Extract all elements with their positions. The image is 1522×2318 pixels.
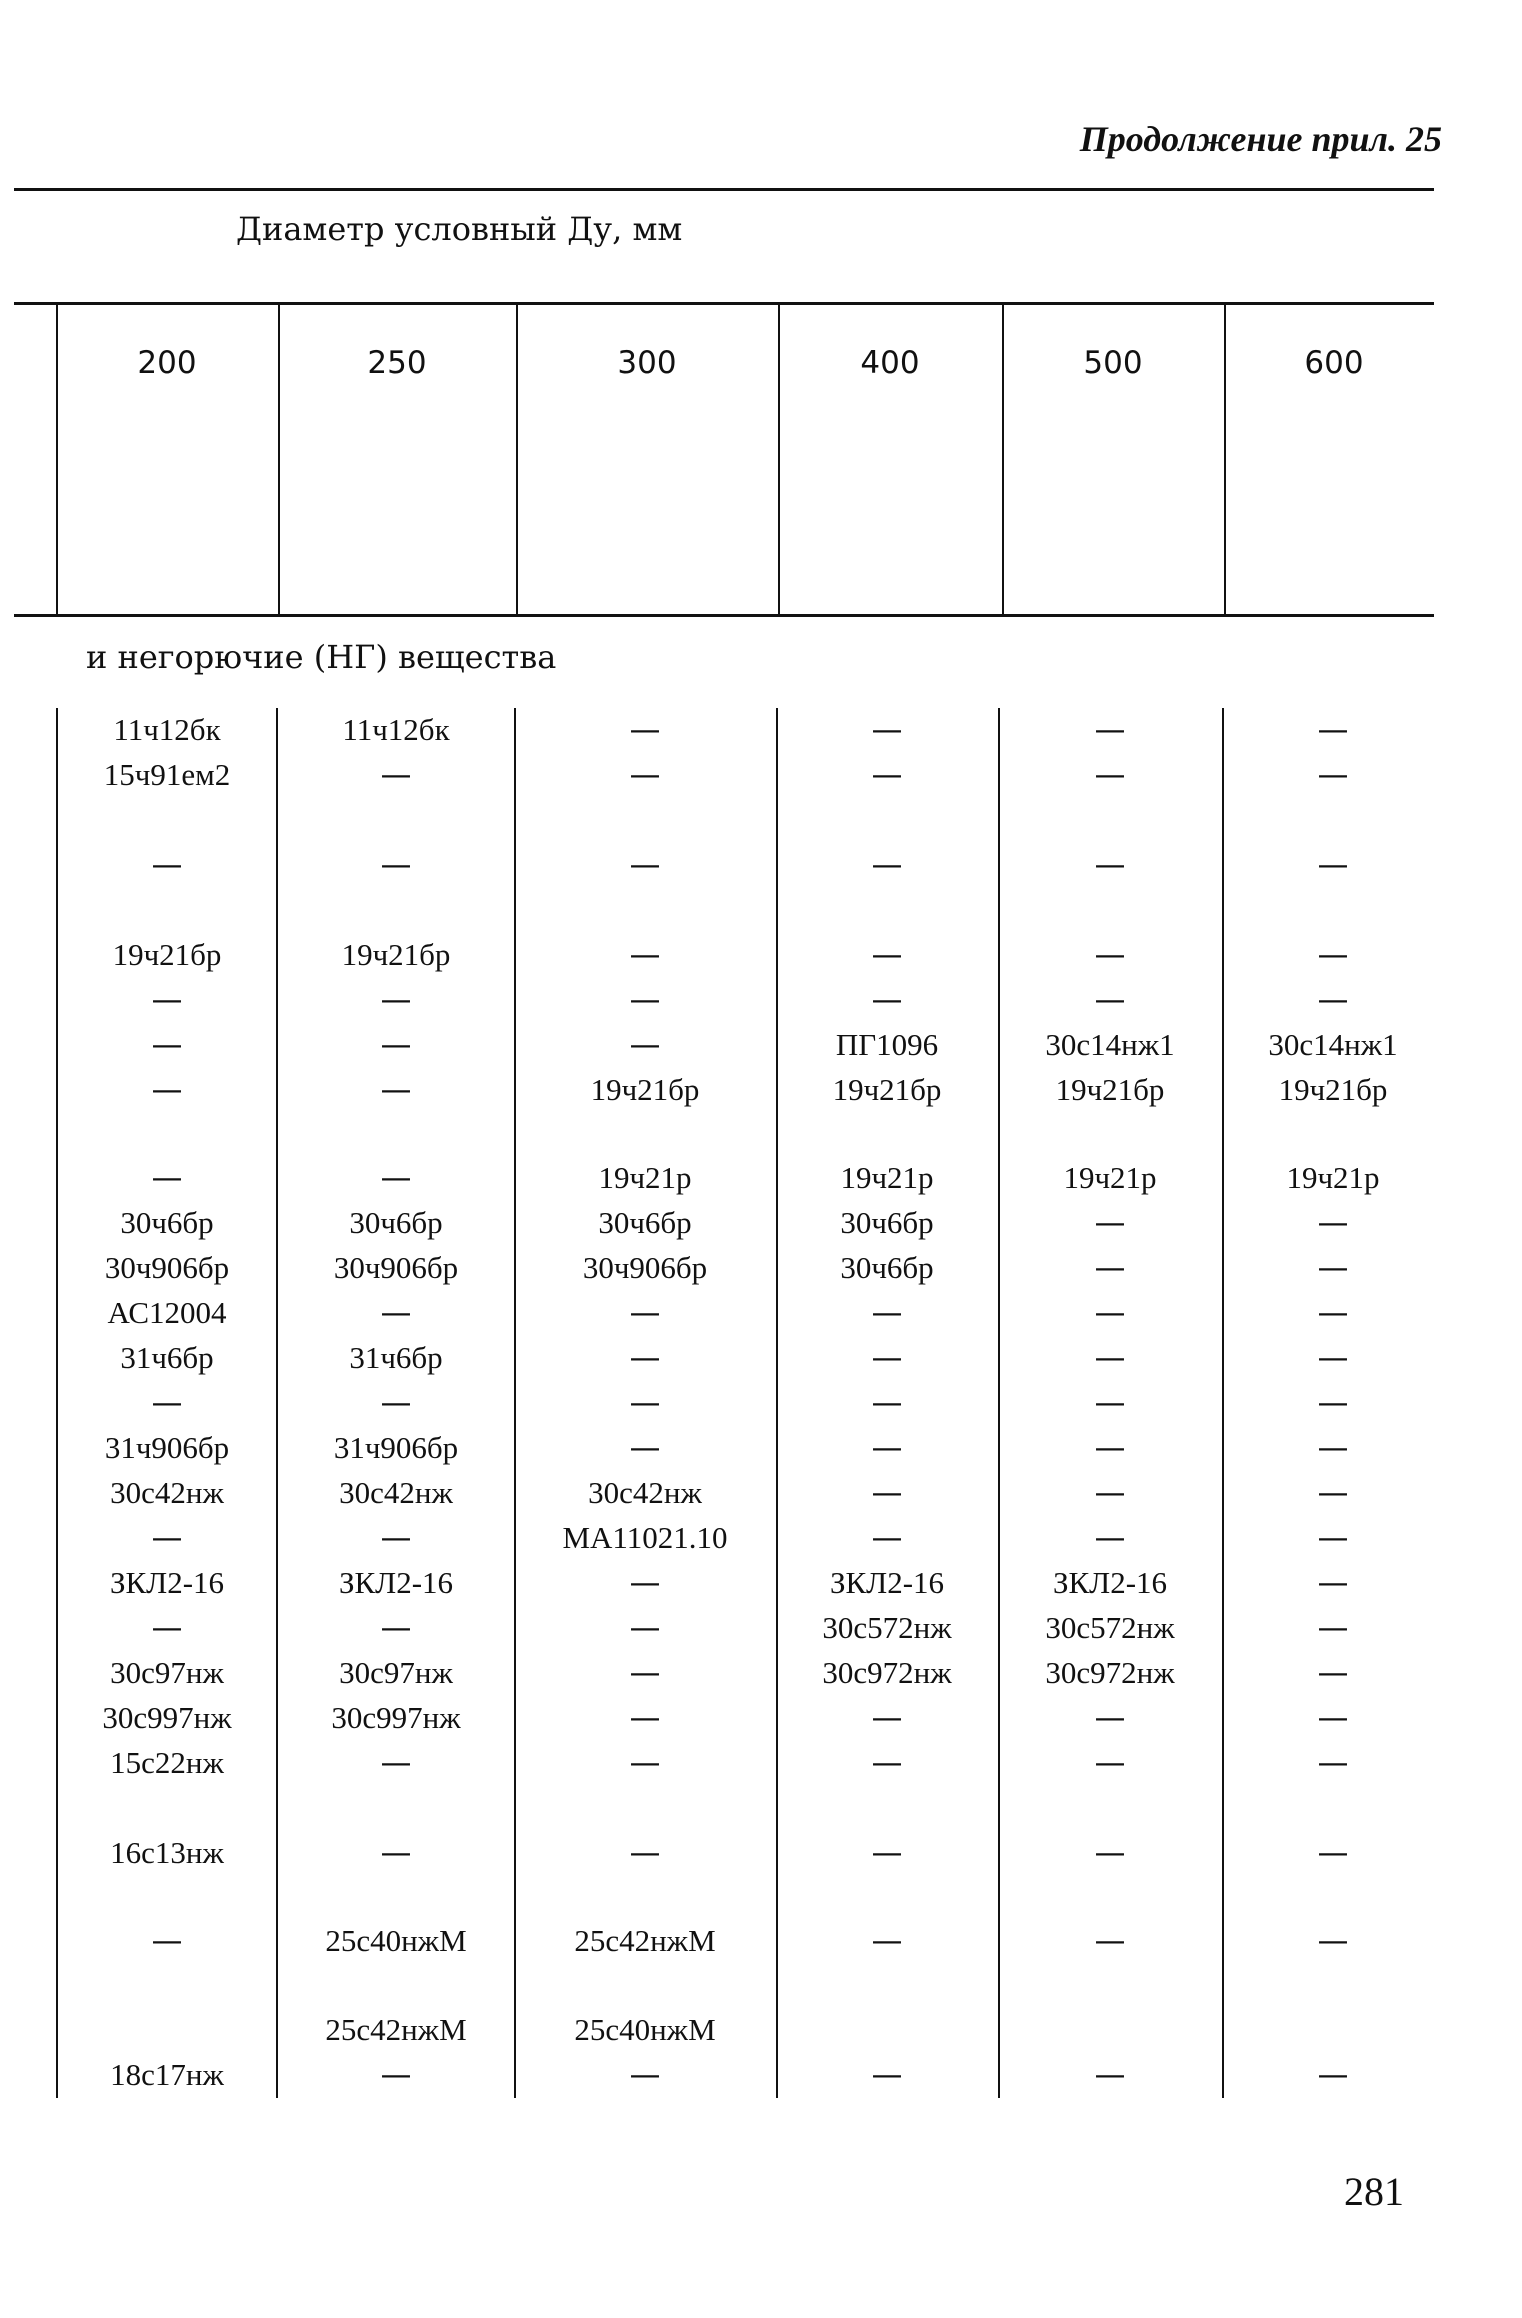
table-cell: — (1094, 712, 1126, 748)
table-cell: — (151, 847, 183, 883)
table-cell: 25с42нжМ (325, 2012, 467, 2047)
table-cell: — (871, 712, 903, 748)
table-cell: — (380, 1385, 412, 1421)
table-cell: — (151, 1160, 183, 1196)
table-cell: — (1317, 937, 1349, 973)
table-cell: — (629, 1610, 661, 1646)
table-cell: — (1317, 1250, 1349, 1286)
table-cell: — (1094, 1520, 1126, 1556)
table-cell: 30ч6бр (349, 1205, 443, 1240)
table-cell: — (629, 712, 661, 748)
table-cell: АС12004 (107, 1295, 227, 1330)
table-cell: — (1094, 1385, 1126, 1421)
table-cell: 30с972нж (1045, 1655, 1175, 1690)
table-cell: 19ч21бр (112, 937, 222, 972)
table-cell: 30с997нж (102, 1700, 232, 1735)
header-bottom-rule (14, 614, 1434, 617)
table-cell: 31ч906бр (104, 1430, 230, 1465)
table-cell: — (871, 1385, 903, 1421)
table-cell: — (1317, 1835, 1349, 1871)
table-cell: ЗКЛ2-16 (1052, 1565, 1168, 1600)
table-cell: — (1317, 1610, 1349, 1646)
table-cell: — (1094, 1700, 1126, 1736)
table-cell: — (380, 847, 412, 883)
table-cell: 30ч6бр (598, 1205, 692, 1240)
table-cell: — (1317, 2057, 1349, 2093)
table-cell: 30с97нж (110, 1655, 224, 1690)
column-header-250: 250 (367, 345, 427, 381)
column-header-400: 400 (860, 345, 920, 381)
table-cell: 30с14нж1 (1268, 1027, 1398, 1062)
table-cell: — (629, 1835, 661, 1871)
table-cell: — (1094, 1745, 1126, 1781)
table-cell: — (629, 1340, 661, 1376)
table-cell: — (871, 1475, 903, 1511)
table-cell: 30ч6бр (840, 1205, 934, 1240)
table-cell: — (380, 982, 412, 1018)
table-cell: — (1317, 1565, 1349, 1601)
table-cell: 30ч906бр (333, 1250, 459, 1285)
table-cell: — (1317, 1430, 1349, 1466)
table-cell: — (871, 1295, 903, 1331)
top-rule (14, 188, 1434, 191)
table-cell: — (871, 1745, 903, 1781)
table-cell: ЗКЛ2-16 (829, 1565, 945, 1600)
table-cell: — (380, 1027, 412, 1063)
table-cell: — (1094, 1250, 1126, 1286)
table-cell: — (871, 1700, 903, 1736)
table-cell: — (1317, 712, 1349, 748)
table-cell: — (151, 1520, 183, 1556)
body-vline-2 (514, 708, 516, 2098)
table-cell: 30с572нж (1045, 1610, 1175, 1645)
table-cell: 25с40нжМ (325, 1923, 467, 1958)
table-cell: 16с13нж (110, 1835, 224, 1870)
table-cell: ПГ1096 (835, 1027, 939, 1062)
section-title: и негорючие (НГ) вещества (86, 638, 557, 676)
table-cell: 30с572нж (822, 1610, 952, 1645)
header-top-rule (14, 302, 1434, 305)
table-cell: — (1317, 982, 1349, 1018)
continuation-caption: Продолжение прил. 25 (1079, 119, 1442, 159)
header-vline-3 (778, 302, 780, 616)
table-cell: — (151, 1610, 183, 1646)
header-vline-1 (278, 302, 280, 616)
table-cell: — (151, 982, 183, 1018)
table-cell: — (1094, 1430, 1126, 1466)
table-cell: — (380, 1072, 412, 1108)
table-cell: — (1094, 757, 1126, 793)
table-cell: — (1317, 847, 1349, 883)
table-cell: — (871, 982, 903, 1018)
table-cell: — (1317, 1520, 1349, 1556)
table-group-title: Диаметр условный Ду, мм (236, 210, 683, 248)
table-cell: 30с14нж1 (1045, 1027, 1175, 1062)
table-cell: 30с42нж (339, 1475, 453, 1510)
table-cell: — (380, 1610, 412, 1646)
table-cell: — (629, 1385, 661, 1421)
header-vline-5 (1224, 302, 1226, 616)
table-cell: — (1094, 982, 1126, 1018)
table-cell: 30ч6бр (840, 1250, 934, 1285)
table-cell: — (629, 937, 661, 973)
table-cell: 31ч6бр (120, 1340, 214, 1375)
table-cell: 25с42нжМ (574, 1923, 716, 1958)
table-cell: — (1094, 2057, 1126, 2093)
table-cell: — (1317, 1745, 1349, 1781)
table-cell: — (380, 2057, 412, 2093)
table-cell: 30с42нж (110, 1475, 224, 1510)
table-cell: — (629, 1295, 661, 1331)
table-cell: ЗКЛ2-16 (109, 1565, 225, 1600)
table-cell: 30с97нж (339, 1655, 453, 1690)
table-cell: — (871, 1835, 903, 1871)
table-cell: 30ч6бр (120, 1205, 214, 1240)
table-cell: 19ч21бр (832, 1072, 942, 1107)
table-cell: 11ч12бк (113, 712, 221, 747)
table-cell: — (151, 1072, 183, 1108)
table-cell: — (1317, 1655, 1349, 1691)
table-cell: — (380, 1745, 412, 1781)
table-cell: — (1317, 757, 1349, 793)
column-header-500: 500 (1083, 345, 1143, 381)
table-cell: 19ч21р (598, 1160, 692, 1195)
table-cell: 19ч21бр (1278, 1072, 1388, 1107)
table-cell: — (151, 1027, 183, 1063)
table-cell: — (629, 2057, 661, 2093)
table-cell: — (629, 982, 661, 1018)
table-cell: — (380, 1835, 412, 1871)
table-cell: 30с972нж (822, 1655, 952, 1690)
table-cell: — (629, 1655, 661, 1691)
table-cell: — (1317, 1700, 1349, 1736)
table-cell: — (629, 1027, 661, 1063)
table-cell: — (871, 1430, 903, 1466)
table-cell: — (1094, 1340, 1126, 1376)
table-cell: 19ч21бр (341, 937, 451, 972)
table-cell: — (1094, 1295, 1126, 1331)
table-cell: — (151, 1385, 183, 1421)
table-cell: — (1317, 1923, 1349, 1959)
table-cell: — (1317, 1205, 1349, 1241)
table-cell: — (871, 757, 903, 793)
table-cell: 30с42нж (588, 1475, 702, 1510)
page-number: 281 (1344, 2169, 1404, 2214)
table-cell: 11ч12бк (342, 712, 450, 747)
table-cell: 18с17нж (110, 2057, 224, 2092)
table-cell: 19ч21бр (1055, 1072, 1165, 1107)
table-cell: — (871, 847, 903, 883)
table-cell: 31ч906бр (333, 1430, 459, 1465)
header-vline-2 (516, 302, 518, 616)
table-cell: — (1317, 1475, 1349, 1511)
table-cell: 30ч906бр (104, 1250, 230, 1285)
table-cell: — (380, 757, 412, 793)
table-cell: — (380, 1520, 412, 1556)
table-cell: 15с22нж (110, 1745, 224, 1780)
table-cell: — (629, 1745, 661, 1781)
table-cell: — (871, 937, 903, 973)
table-cell: — (871, 1520, 903, 1556)
table-cell: — (1094, 1923, 1126, 1959)
table-cell: — (380, 1295, 412, 1331)
table-cell: — (629, 757, 661, 793)
table-cell: ЗКЛ2-16 (338, 1565, 454, 1600)
column-header-600: 600 (1304, 345, 1364, 381)
table-cell: — (871, 1340, 903, 1376)
table-cell: 31ч6бр (349, 1340, 443, 1375)
table-cell: — (1317, 1340, 1349, 1376)
table-cell: 19ч21бр (590, 1072, 700, 1107)
table-cell: 19ч21р (1063, 1160, 1157, 1195)
table-cell: — (629, 1565, 661, 1601)
table-cell: — (871, 2057, 903, 2093)
table-cell: — (1094, 1475, 1126, 1511)
table-cell: — (1317, 1295, 1349, 1331)
table-cell: — (629, 847, 661, 883)
table-cell: 30с997нж (331, 1700, 461, 1735)
table-cell: — (629, 1700, 661, 1736)
table-cell: 19ч21р (840, 1160, 934, 1195)
table-cell: — (1094, 937, 1126, 973)
table-cell: — (1094, 847, 1126, 883)
table-cell: — (380, 1160, 412, 1196)
header-vline-4 (1002, 302, 1004, 616)
column-header-300: 300 (617, 345, 677, 381)
table-cell: — (1094, 1205, 1126, 1241)
column-header-200: 200 (137, 345, 197, 381)
table-cell: 15ч91ем2 (103, 757, 231, 792)
table-cell: — (1094, 1835, 1126, 1871)
table-cell: — (151, 1923, 183, 1959)
table-cell: — (1317, 1385, 1349, 1421)
table-cell: МА11021.10 (562, 1520, 728, 1555)
header-vline-0 (56, 302, 58, 616)
table-cell: 19ч21р (1286, 1160, 1380, 1195)
table-cell: — (629, 1430, 661, 1466)
table-cell: 25с40нжМ (574, 2012, 716, 2047)
table-cell: — (871, 1923, 903, 1959)
table-cell: 30ч906бр (582, 1250, 708, 1285)
